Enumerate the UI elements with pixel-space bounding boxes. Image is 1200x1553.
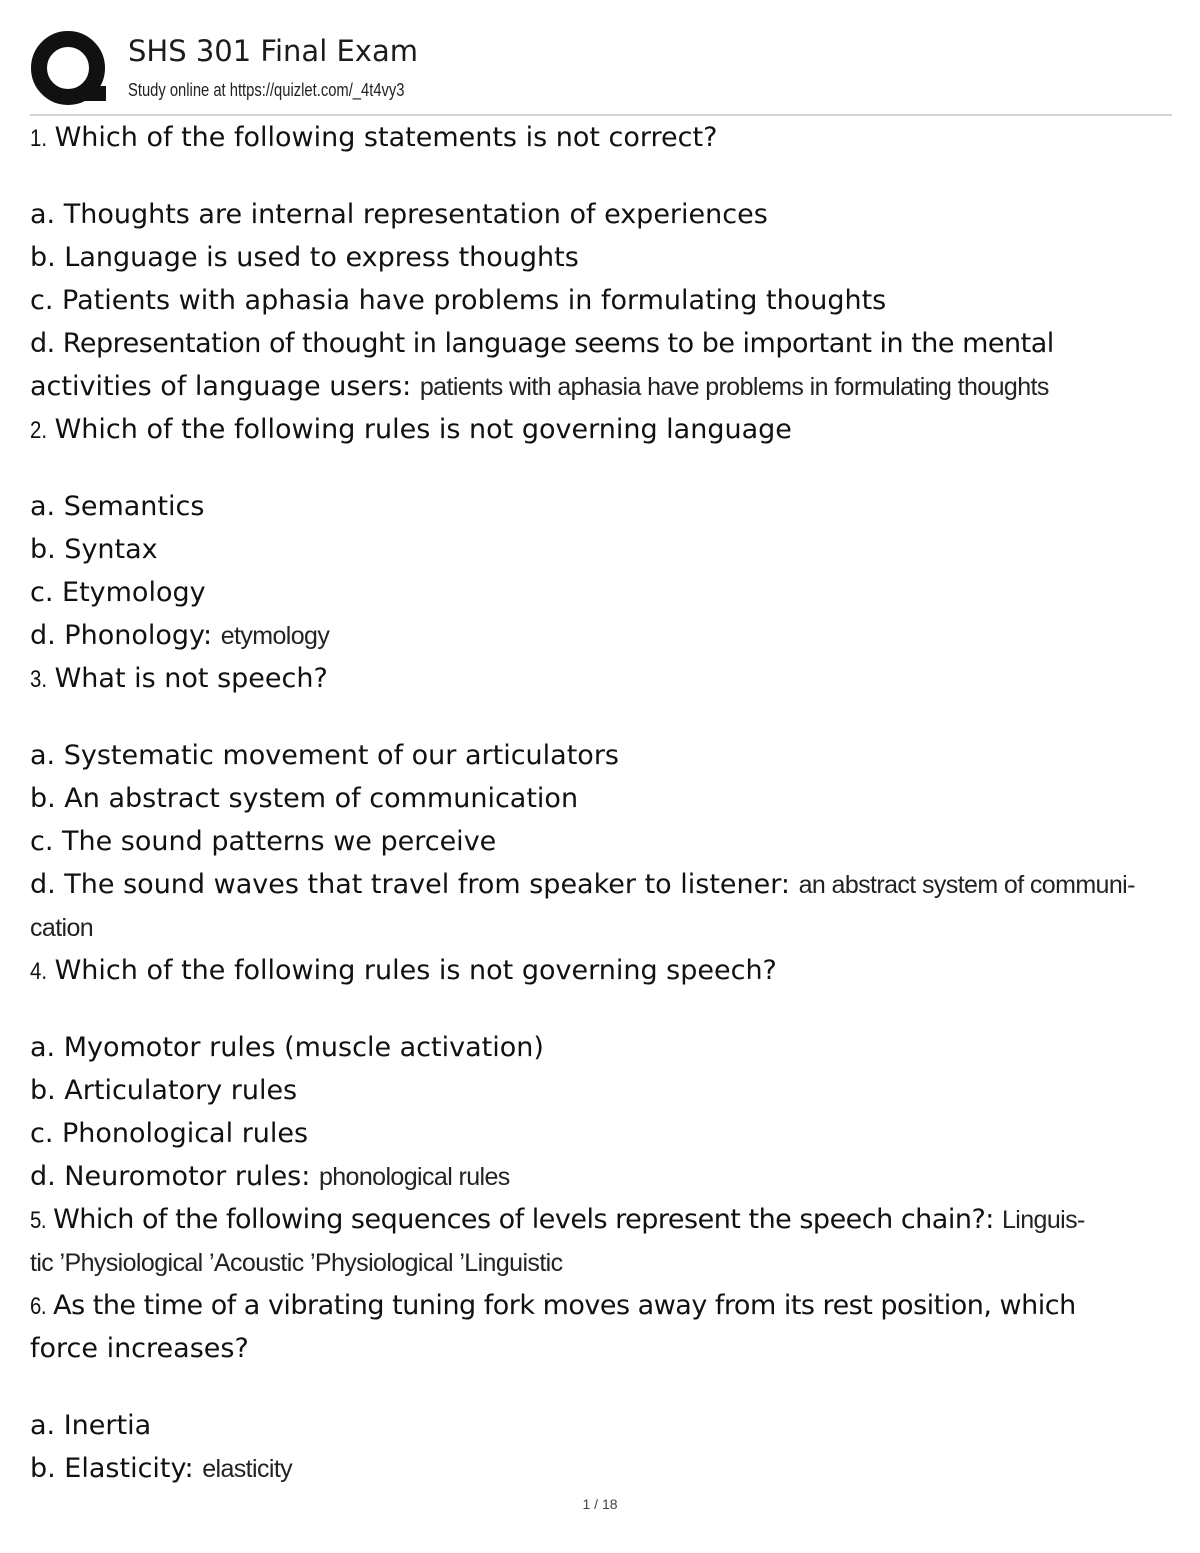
card-question: Which of the following sequences of levels represent the speech chain?: — [53, 1204, 994, 1235]
study-online-link[interactable]: Study online at https://quizlet.com/_4t4vy3 — [128, 80, 405, 100]
card-number: 5. — [30, 1207, 47, 1234]
page-indicator: 1 / 18 — [582, 1496, 618, 1512]
quizlet-logo-icon — [30, 30, 108, 108]
option-b: b. An abstract system of communication — [30, 783, 579, 814]
page-title: SHS 301 Final Exam — [128, 34, 418, 68]
option-b: b. Syntax — [30, 534, 158, 565]
card-answer-continuation: tic ’Physiological ’Acoustic ’Physiological ’Linguistic — [30, 1249, 563, 1277]
option-d: d. The sound waves that travel from speaker to listener: — [30, 869, 790, 900]
option-a: a. Inertia — [30, 1410, 152, 1441]
flashcard-2 — [30, 408, 1172, 657]
option-d: d. Phonology: — [30, 620, 213, 651]
option-c: c. The sound patterns we perceive — [30, 826, 497, 857]
option-b: b. Elasticity: — [30, 1453, 194, 1484]
card-number: 3. — [30, 666, 48, 693]
flashcard-3 — [30, 657, 1172, 949]
flashcard-4 — [30, 949, 1172, 1198]
option-d: d. Neuromotor rules: — [30, 1161, 311, 1192]
card-answer: patients with aphasia have problems in formulating thoughts — [419, 373, 1049, 401]
option-c: c. Phonological rules — [30, 1118, 309, 1149]
option-b: b. Articulatory rules — [30, 1075, 298, 1106]
card-number: 1. — [30, 125, 48, 152]
option-d: d. Representation of thought in language seems to be important in the mental — [30, 328, 1054, 359]
flashcard-6 — [30, 1284, 1172, 1490]
option-a: a. Systematic movement of our articulators — [30, 740, 619, 771]
card-number: 2. — [30, 417, 48, 444]
card-question: Which of the following rules is not governing language — [54, 414, 792, 445]
option-a: a. Semantics — [30, 491, 205, 522]
flashcard-5 — [30, 1198, 1172, 1284]
option-a: a. Thoughts are internal representation of experiences — [30, 199, 768, 230]
card-question: Which of the following statements is not correct? — [54, 122, 718, 153]
option-c: c. Patients with aphasia have problems in formulating thoughts — [30, 285, 887, 316]
card-answer: etymology — [220, 622, 330, 650]
option-a: a. Myomotor rules (muscle activation) — [30, 1032, 544, 1063]
card-answer: elasticity — [202, 1455, 293, 1483]
card-question: Which of the following rules is not governing speech? — [54, 955, 777, 986]
card-number: 6. — [30, 1293, 47, 1320]
card-answer: an abstract system of communi- — [798, 871, 1135, 899]
card-answer: Linguis- — [1001, 1206, 1085, 1234]
card-question: What is not speech? — [54, 663, 328, 694]
card-answer: phonological rules — [318, 1163, 510, 1191]
page-header — [30, 30, 1172, 116]
option-c: c. Etymology — [30, 577, 206, 608]
card-answer-continuation: cation — [30, 914, 94, 942]
flashcard-list — [30, 116, 1172, 1490]
option-d-continuation: activities of language users: — [30, 371, 412, 402]
card-number: 4. — [30, 958, 48, 985]
option-b: b. Language is used to express thoughts — [30, 242, 579, 273]
card-question-continuation: force increases? — [30, 1333, 249, 1364]
flashcard-1 — [30, 116, 1172, 408]
card-question: As the time of a vibrating tuning fork moves away from its rest position, which — [53, 1290, 1076, 1321]
